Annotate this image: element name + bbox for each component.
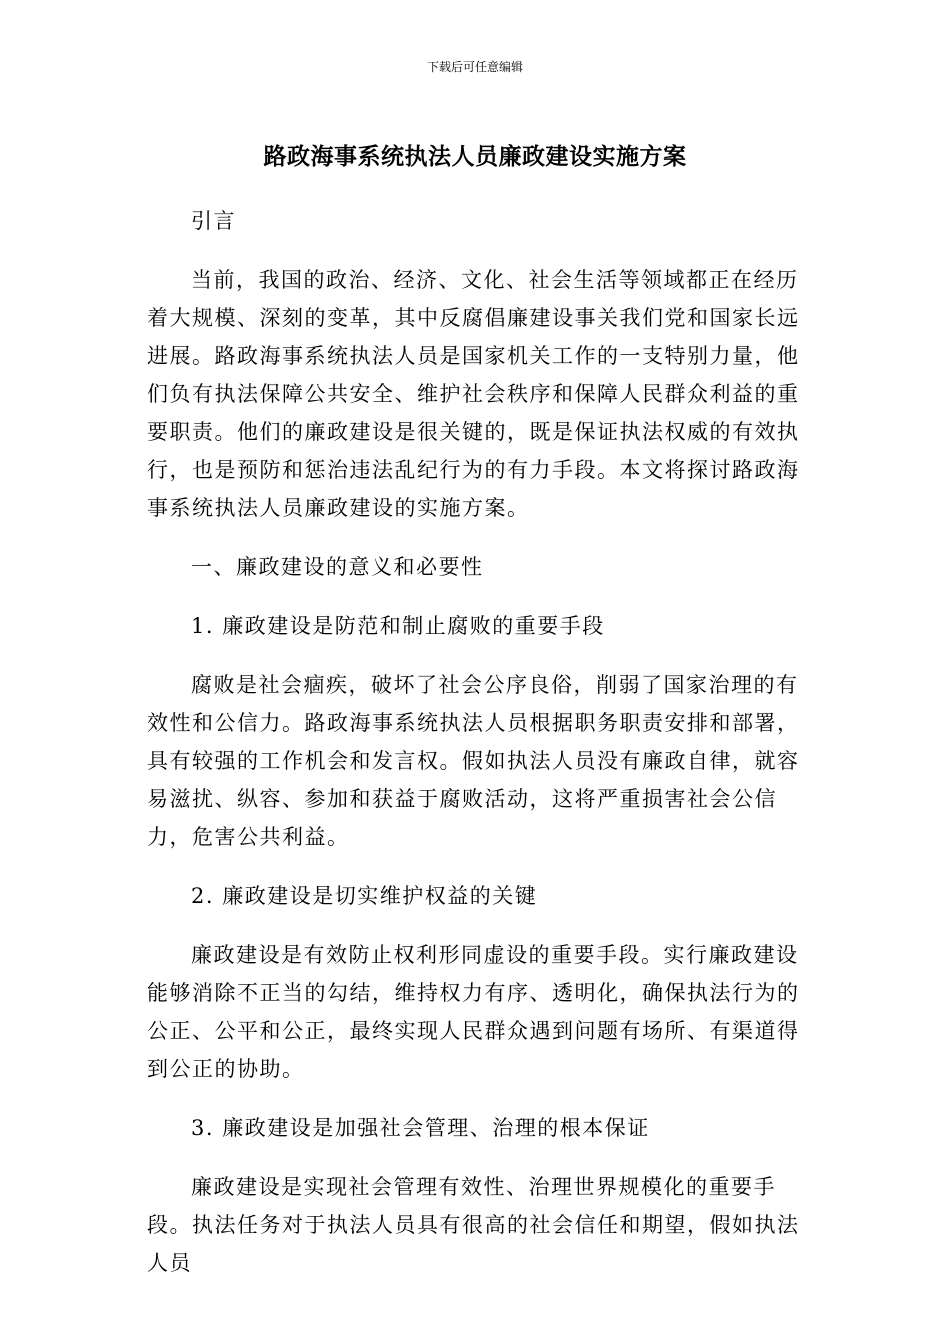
header-note: 下载后可任意编辑: [426, 60, 523, 74]
document-body: [147, 202, 807, 1303]
subsection-paragraph-2: 廉政建设是有效防止权利形同虚设的重要手段。实行廉政建设能够消除不正当的勾结，维持权力有序、透明化，确保执法行为的公正、公平和公正，最终实现人民群众遇到问题有场所、有渠道得到公正的协助。: [147, 943, 800, 1081]
subsection-heading-2: 2. 廉政建设是切实维护权益的关键: [191, 884, 538, 908]
subsection-heading-3: 3. 廉政建设是加强社会管理、治理的根本保证: [191, 1116, 650, 1140]
intro-heading: 引言: [191, 209, 236, 233]
document-title: 路政海事系统执法人员廉政建设实施方案: [263, 144, 687, 170]
subsection-paragraph-1: 腐败是社会痼疾，破坏了社会公序良俗，削弱了国家治理的有效性和公信力。路政海事系统执法人员根据职务职责安排和部署，具有较强的工作机会和发言权。假如执法人员没有廉政自律，就容易滋扰、纵容、参加和获益于腐败活动，这将严重损害社会公信力，危害公共利益。: [147, 673, 800, 849]
subsection-heading-1: 1. 廉政建设是防范和制止腐败的重要手段: [191, 614, 605, 638]
intro-paragraph: 当前，我国的政治、经济、文化、社会生活等领域都正在经历着大规模、深刻的变革，其中反腐倡廉建设事关我们党和国家长远进展。路政海事系统执法人员是国家机关工作的一支特别力量，他们负有执法保障公共安全、维护社会秩序和保障人民群众利益的重要职责。他们的廉政建设是很关键的，既是保证执法权威的有效执行，也是预防和惩治违法乱纪行为的有力手段。本文将探讨路政海事系统执法人员廉政建设的实施方案。: [147, 268, 800, 520]
section-one-heading: 一、廉政建设的意义和必要性: [191, 555, 484, 579]
subsection-paragraph-3: 廉政建设是实现社会管理有效性、治理世界规模化的重要手段。执法任务对于执法人员具有很高的社会信任和期望，假如执法人员: [147, 1175, 800, 1275]
